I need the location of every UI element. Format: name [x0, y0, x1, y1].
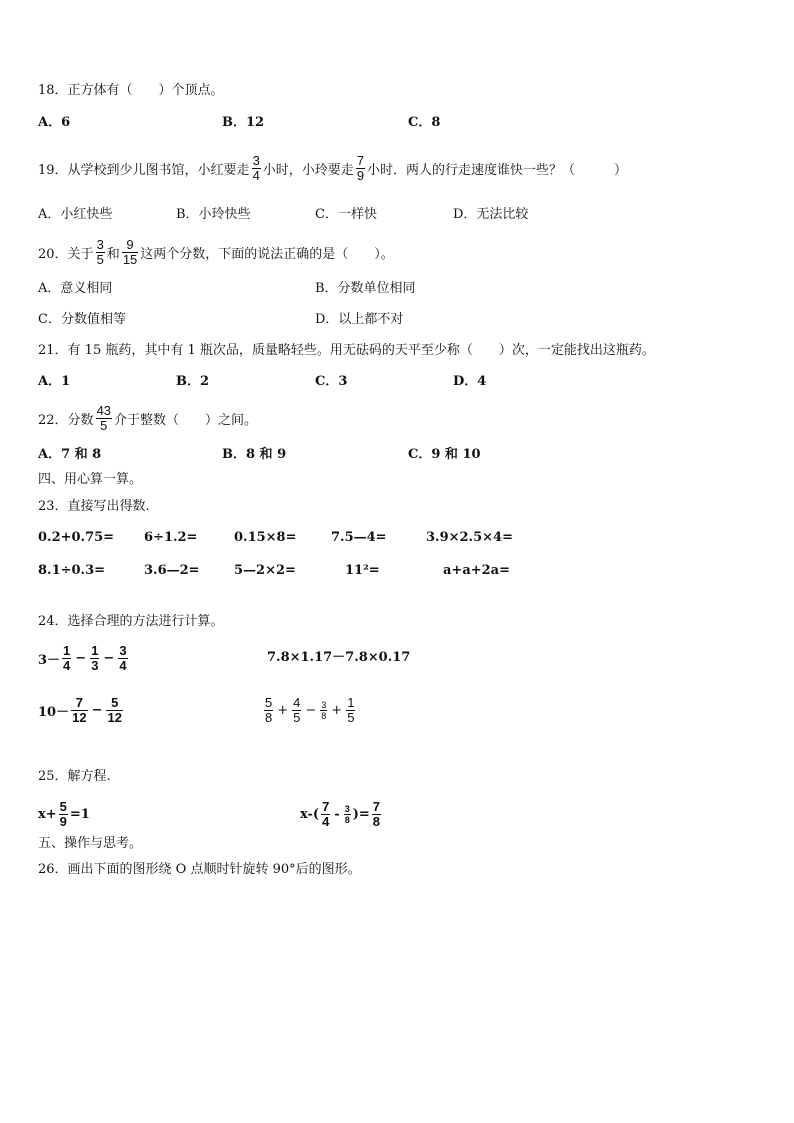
q23-item-6: 8.1÷0.3=	[38, 563, 106, 578]
denominator: 5	[347, 709, 355, 725]
q24-e1-fraction-1	[62, 644, 71, 673]
q19-option-b: B．小玲快些	[176, 207, 251, 222]
q24-e1-fraction-3	[118, 644, 127, 673]
q19-text-2: 小时，小玲要走	[262, 162, 354, 178]
denominator: 4	[63, 657, 71, 673]
q22-option-c: C．9 和 10	[408, 447, 481, 462]
q20-option-b: B．分数单位相同	[315, 281, 416, 296]
q24-e3-fraction-1	[71, 696, 87, 725]
numerator: 5	[59, 798, 67, 814]
q25-eq1-tail: =1	[69, 806, 90, 822]
q21-option-a: A．1	[38, 374, 71, 389]
denominator: 12	[72, 709, 87, 725]
numerator: 3	[344, 803, 350, 814]
q24-e4-fraction-4	[346, 696, 355, 725]
denominator: 4	[252, 167, 260, 183]
q20-number: 20．	[38, 246, 68, 262]
denominator: 5	[100, 417, 108, 433]
q24-expression-1: 3－ $\frac{1}{4}$ − $\frac{1}{3}$ − $\frac{3}{4}$	[38, 642, 127, 673]
q23-item-7: 3.6—2=	[144, 563, 200, 578]
q25-eq2-fraction-1	[321, 800, 330, 829]
q19-option-d: D．无法比较	[453, 207, 529, 222]
q24-stem: 24．选择合理的方法进行计算。	[38, 614, 224, 629]
q20-option-a: A．意义相同	[38, 281, 113, 296]
q25-eq2-fraction-3	[372, 800, 381, 829]
denominator: 4	[119, 657, 127, 673]
numerator: 1	[63, 642, 71, 658]
q25-equation-1	[38, 795, 90, 833]
q19-option-a: A．小红快些	[38, 207, 113, 222]
q23-item-9: 11²=	[345, 563, 380, 578]
q19-stem	[38, 149, 627, 187]
q23-item-5: 3.9×2.5×4=	[426, 530, 513, 545]
q25-eq2-mid: )=	[352, 806, 370, 822]
q19-number: 19．	[38, 162, 68, 178]
q26-stem: 26．画出下面的图形绕 O 点顺时针旋转 90°后的图形。	[38, 862, 361, 877]
q20-text-2: 和	[106, 246, 120, 262]
q24-expression-4: $\frac{5}{8}$ + $\frac{4}{5}$ − $\frac{3}{8}$ + $\frac{1}{5}$	[265, 694, 355, 725]
numerator: 1	[91, 642, 99, 658]
q21-stem: 21．有 15 瓶药，其中有 1 瓶次品，质量略轻些。用无砝码的天平至少称（ ）次，一定能找出这瓶药。	[38, 343, 655, 358]
q22-option-b: B．8 和 9	[222, 447, 287, 462]
denominator: 8	[321, 710, 327, 721]
denominator: 5	[96, 251, 104, 267]
q21-option-d: D．4	[453, 374, 487, 389]
q24-e1-fraction-2	[90, 644, 99, 673]
q19-text-1: 从学校到少儿图书馆，小红要走	[67, 162, 250, 178]
section-5-heading: 五、操作与思考。	[38, 836, 143, 851]
q20-option-d: D．以上都不对	[315, 312, 404, 327]
q22-fraction	[96, 404, 112, 433]
denominator: 9	[59, 813, 67, 829]
numerator: 7	[322, 798, 330, 814]
q20-stem	[38, 233, 394, 271]
denominator: 9	[356, 167, 365, 183]
q25-eq2-lead: x-(	[300, 806, 320, 822]
q24-e3-fraction-2	[106, 696, 122, 725]
denominator: 8	[344, 814, 350, 825]
numerator: 7	[75, 694, 83, 710]
q21-option-c: C．3	[315, 374, 348, 389]
q22-text-2: 介于整数（ ）之间。	[114, 412, 258, 428]
q22-option-a: A．7 和 8	[38, 447, 102, 462]
q24-e4-fraction-3	[320, 700, 327, 721]
q25-stem: 25．解方程.	[38, 769, 111, 784]
numerator: 43	[96, 402, 112, 418]
q23-item-1: 0.2+0.75=	[38, 530, 115, 545]
q24-e4-fraction-2	[292, 696, 301, 725]
numerator: 1	[347, 694, 355, 710]
q19-fraction-1	[252, 154, 261, 183]
q23-item-10: a+a+2a=	[443, 563, 510, 578]
q18-option-a: A．6	[38, 115, 71, 130]
section-4-heading: 四、用心算一算。	[38, 472, 143, 487]
q20-text-3: 这两个分数，下面的说法正确的是（ ）。	[140, 246, 394, 262]
q23-item-4: 7.5—4=	[331, 530, 387, 545]
numerator: 5	[111, 694, 119, 710]
q24-expression-3: 10－ $\frac{7}{12}$ − $\frac{5}{12}$	[38, 694, 122, 725]
numerator: 3	[321, 699, 327, 710]
numerator: 9	[126, 236, 134, 252]
q18-stem: 18．正方体有（ ）个顶点。	[38, 83, 224, 98]
q19-option-c: C．一样快	[315, 207, 377, 222]
numerator: 7	[372, 798, 381, 814]
q19-fraction-2	[356, 154, 365, 183]
denominator: 4	[322, 813, 330, 829]
q22-number: 22．	[38, 412, 68, 428]
q25-eq1-lead: x+	[38, 806, 57, 822]
q19-text-3: 小时．两人的行走速度谁快一些？（ ）	[367, 162, 628, 178]
denominator: 15	[122, 251, 138, 267]
numerator: 5	[265, 694, 273, 710]
denominator: 8	[265, 709, 273, 725]
q24-e1-lead: 3－	[38, 652, 61, 668]
numerator: 3	[119, 642, 127, 658]
q23-item-3: 0.15×8=	[234, 530, 297, 545]
q18-option-c: C．8	[408, 115, 441, 130]
q21-option-b: B．2	[176, 374, 210, 389]
q24-expression-2: 7.8×1.17－7.8×0.17	[267, 650, 411, 665]
q22-stem	[38, 399, 257, 437]
q20-fraction-1	[96, 238, 105, 267]
denominator: 5	[293, 709, 301, 725]
denominator: 3	[91, 657, 99, 673]
q20-fraction-2	[122, 238, 138, 267]
q20-text-1: 关于	[67, 246, 94, 262]
q20-option-c: C．分数值相等	[38, 312, 126, 327]
q23-stem: 23．直接写出得数.	[38, 499, 150, 514]
q22-text-1: 分数	[67, 412, 94, 428]
denominator: 8	[372, 813, 381, 829]
q24-e4-fraction-1	[264, 696, 273, 725]
q24-e3-lead: 10－	[38, 704, 70, 720]
denominator: 12	[107, 709, 122, 725]
numerator: 7	[356, 152, 365, 168]
q18-option-b: B．12	[222, 115, 265, 130]
q25-equation-2: x-( $\frac{7}{4}$ - $\frac{3}{8}$ )= $\frac{7}{8}$	[300, 798, 381, 829]
numerator: 3	[252, 152, 260, 168]
q25-eq1-fraction	[59, 800, 68, 829]
q23-item-8: 5—2×2=	[234, 563, 296, 578]
numerator: 4	[293, 694, 301, 710]
q25-eq2-fraction-2	[344, 804, 351, 825]
numerator: 3	[96, 236, 104, 252]
q23-item-2: 6÷1.2=	[144, 530, 198, 545]
